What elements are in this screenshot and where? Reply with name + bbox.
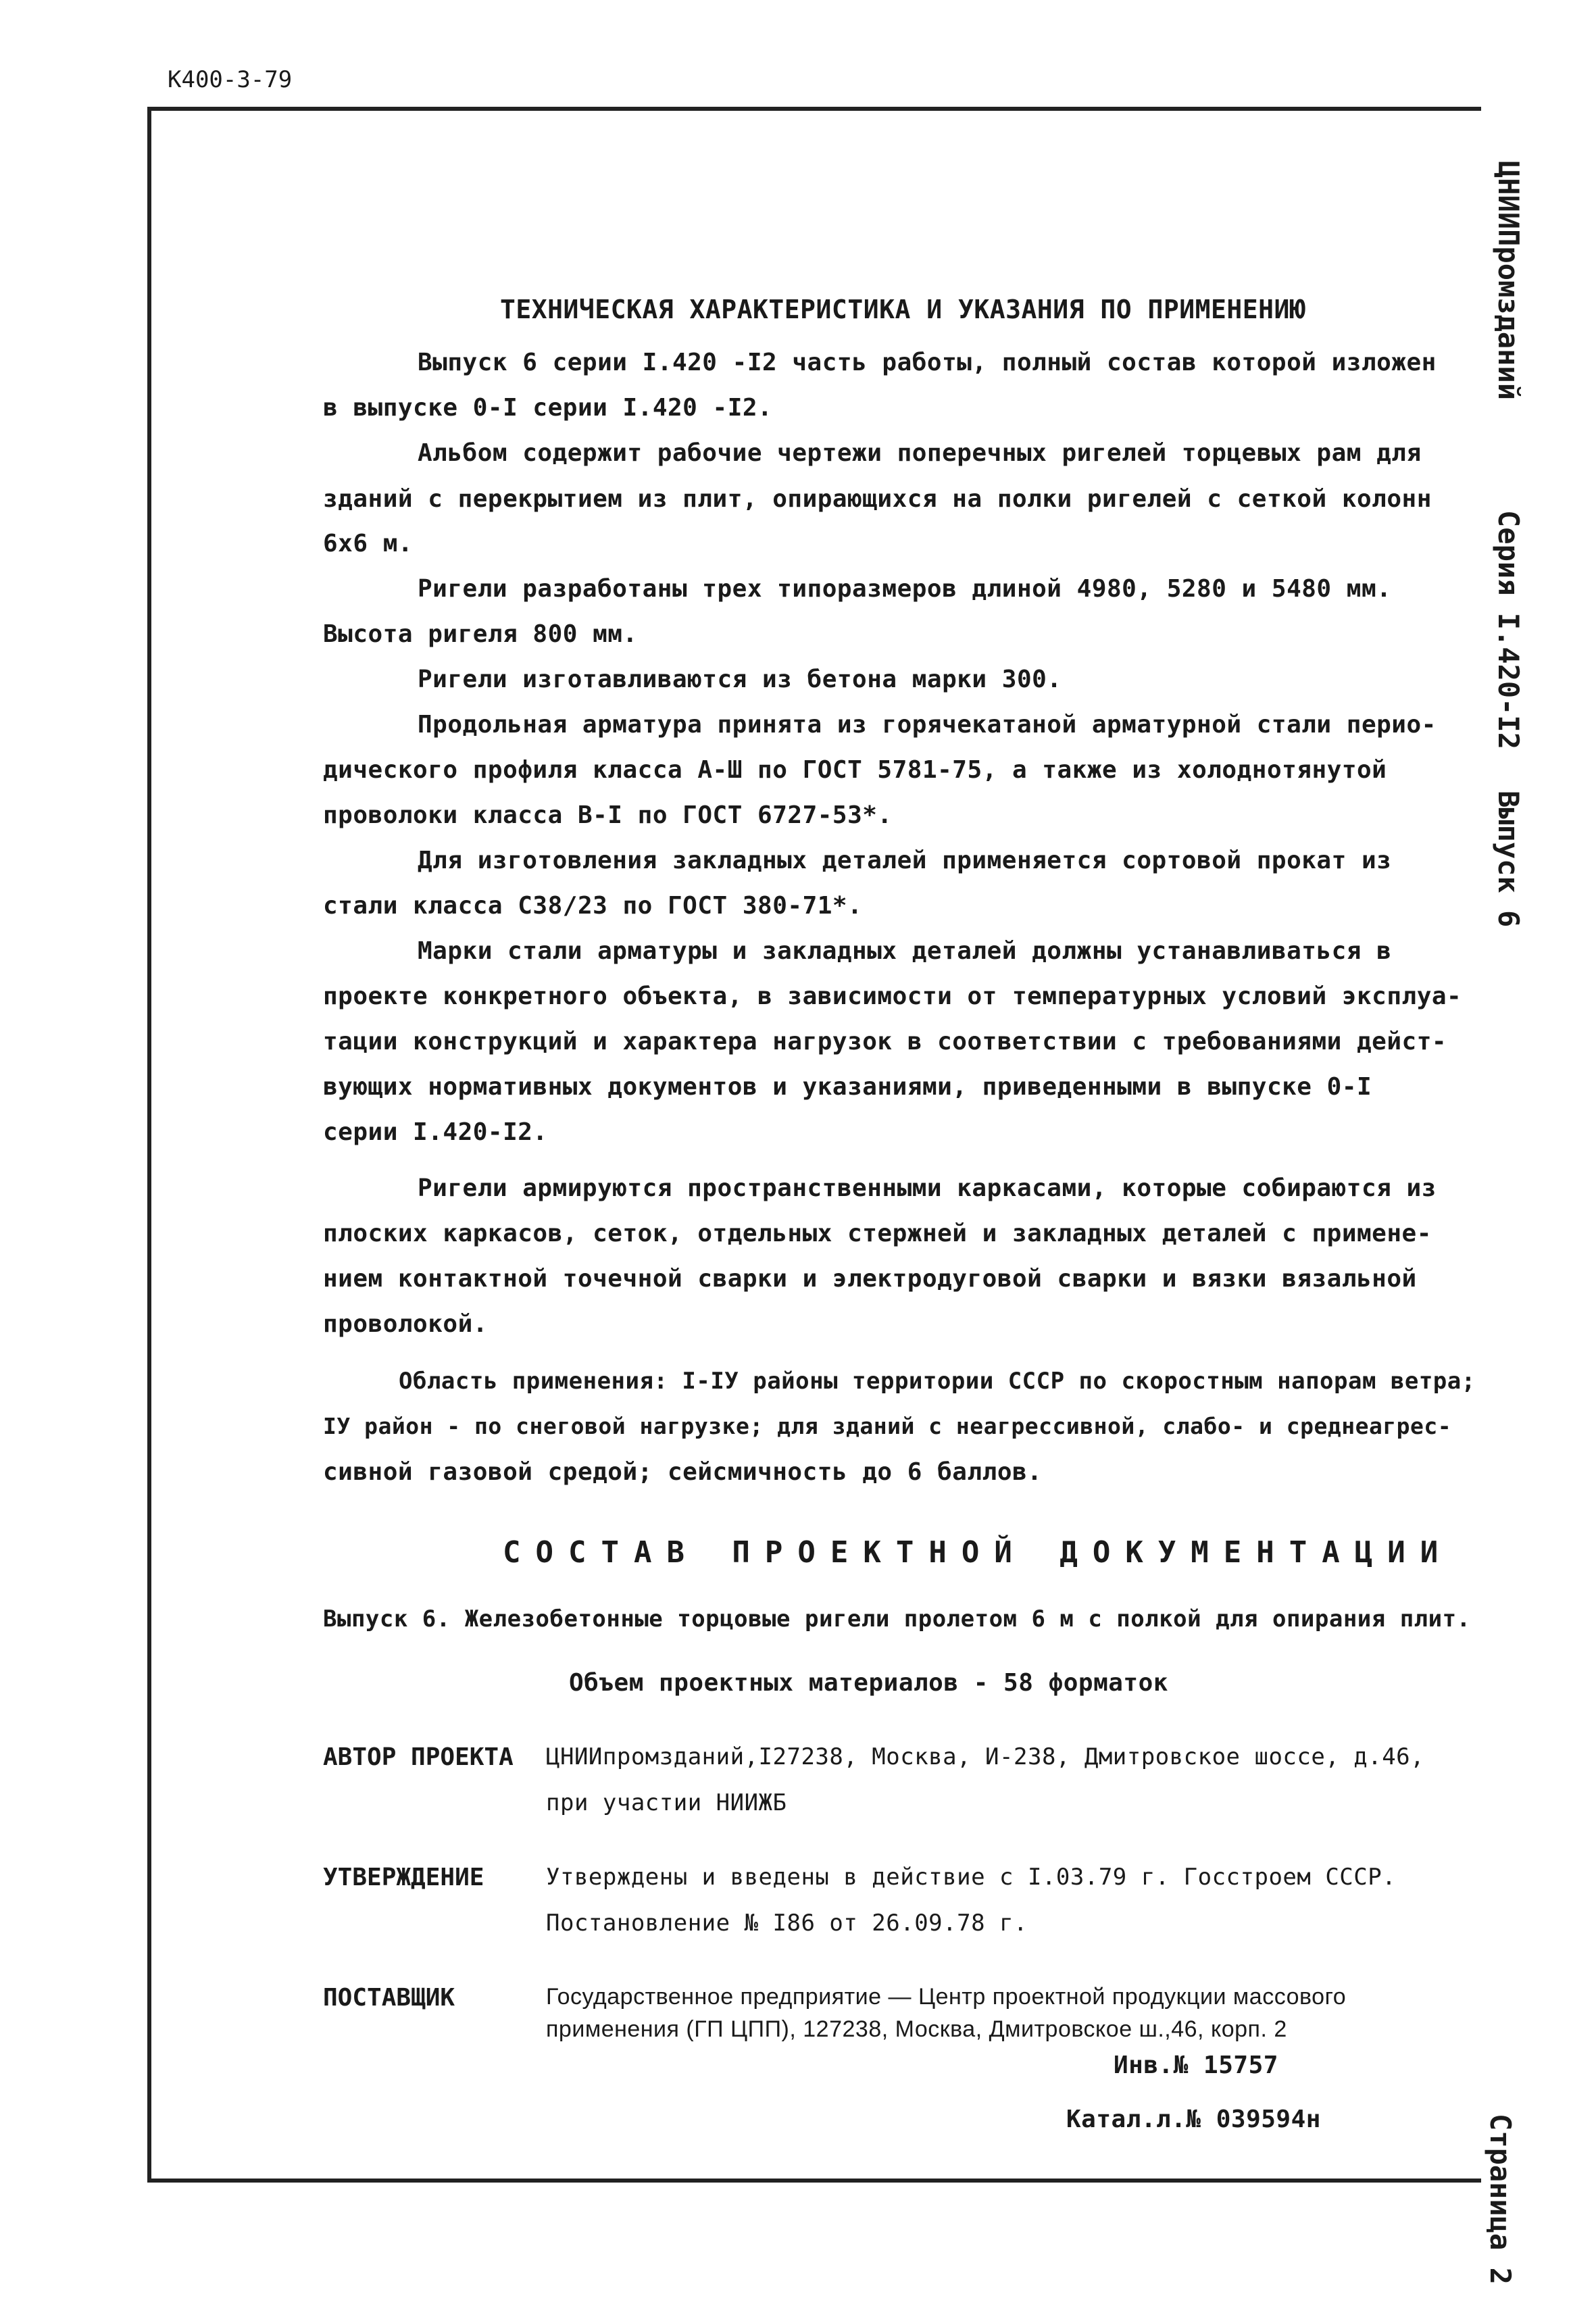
body-line: вующих нормативных документов и указаниями, приведенными в выпуске 0-I: [323, 1073, 1372, 1101]
body-line: Область применения: I-IУ районы территории СССР по скоростным напорам ветра;: [399, 1368, 1476, 1395]
composition-volume: Объем проектных материалов - 58 форматок: [569, 1669, 1168, 1697]
body-line: серии I.420-I2.: [323, 1118, 548, 1146]
body-line: Ригели изготавливаются из бетона марки 300.: [418, 666, 1062, 693]
vertical-organization: ЦНИИПромзданий: [1492, 161, 1525, 401]
approval-line: Утверждены и введены в действие с I.03.79 г. Госстроем СССР.: [546, 1864, 1397, 1891]
body-line: сивной газовой средой; сейсмичность до 6 баллов.: [323, 1458, 1043, 1486]
composition-title: СОСТАВ ПРОЕКТНОЙ ДОКУМЕНТАЦИИ: [503, 1535, 1453, 1570]
body-line: Высота ригеля 800 мм.: [323, 620, 638, 648]
body-line: Марки стали арматуры и закладных деталей должны устанавливаться в: [418, 937, 1392, 965]
supplier-label: ПОСТАВЩИК: [323, 1984, 455, 2012]
author-label: АВТОР ПРОЕКТА: [323, 1743, 514, 1771]
approval-label: УТВЕРЖДЕНИЕ: [323, 1864, 484, 1891]
body-line: Ригели разработаны трех типоразмеров длиной 4980, 5280 и 5480 мм.: [418, 575, 1392, 603]
supplier-line: применения (ГП ЦПП), 127238, Москва, Дмитровское ш.,46, корп. 2: [546, 2016, 1287, 2042]
body-line: тации конструкций и характера нагрузок в соответствии с требованиями дейст-: [323, 1028, 1447, 1055]
body-line: проволокой.: [323, 1310, 488, 1338]
body-line: стали класса С38/23 по ГОСТ 380-71*.: [323, 892, 863, 920]
body-line: в выпуске 0-I серии I.420 -I2.: [323, 394, 773, 422]
body-line: плоских каркасов, сеток, отдельных стержней и закладных деталей с примене-: [323, 1220, 1432, 1247]
document-code: К400-3-79: [168, 66, 293, 93]
body-line: Ригели армируются пространственными каркасами, которые собираются из: [418, 1174, 1437, 1202]
catalog-number: Катал.л.№ 039594н: [1066, 2106, 1321, 2133]
vertical-series: Серия I.420-I2: [1492, 510, 1525, 750]
body-line: Альбом содержит рабочие чертежи поперечных ригелей торцевых рам для: [418, 439, 1422, 467]
body-line: 6x6 м.: [323, 530, 414, 557]
author-line: ЦНИИпромзданий,I27238, Москва, И-238, Дмитровское шоссе, д.46,: [546, 1743, 1425, 1770]
inventory-number: Инв.№ 15757: [1114, 2051, 1278, 2079]
vertical-issue: Выпуск 6: [1492, 791, 1525, 928]
body-line: Для изготовления закладных деталей применяется сортовой прокат из: [418, 847, 1392, 874]
composition-issue: Выпуск 6. Железобетонные торцовые ригели пролетом 6 м с полкой для опирания плит.: [323, 1605, 1471, 1633]
body-line: дического профиля класса А-Ш по ГОСТ 5781-75, а также из холоднотянутой: [323, 756, 1387, 784]
section-title: ТЕХНИЧЕСКАЯ ХАРАКТЕРИСТИКА И УКАЗАНИЯ ПО ПРИМЕНЕНИЮ: [500, 295, 1306, 324]
approval-line: Постановление № I86 от 26.09.78 г.: [546, 1910, 1028, 1937]
supplier-line: Государственное предприятие — Центр проектной продукции массового: [546, 1984, 1347, 2010]
body-line: нием контактной точечной сварки и электродуговой сварки и вязки вязальной: [323, 1265, 1417, 1293]
body-line: IУ район - по снеговой нагрузке; для зданий с неагрессивной, слабо- и среднеагрес-: [323, 1413, 1452, 1439]
body-line: Продольная арматура принята из горячекатаной арматурной стали перио-: [418, 711, 1437, 739]
author-line: при участии НИИЖБ: [546, 1789, 787, 1816]
body-line: Выпуск 6 серии I.420 -I2 часть работы, полный состав которой изложен: [418, 349, 1437, 376]
vertical-page-number: Страница 2: [1484, 2114, 1517, 2285]
body-line: проволоки класса В-I по ГОСТ 6727-53*.: [323, 801, 893, 829]
body-line: зданий с перекрытием из плит, опирающихся на полки ригелей с сеткой колонн: [323, 485, 1432, 513]
body-line: проекте конкретного объекта, в зависимости от температурных условий эксплуа-: [323, 982, 1462, 1010]
